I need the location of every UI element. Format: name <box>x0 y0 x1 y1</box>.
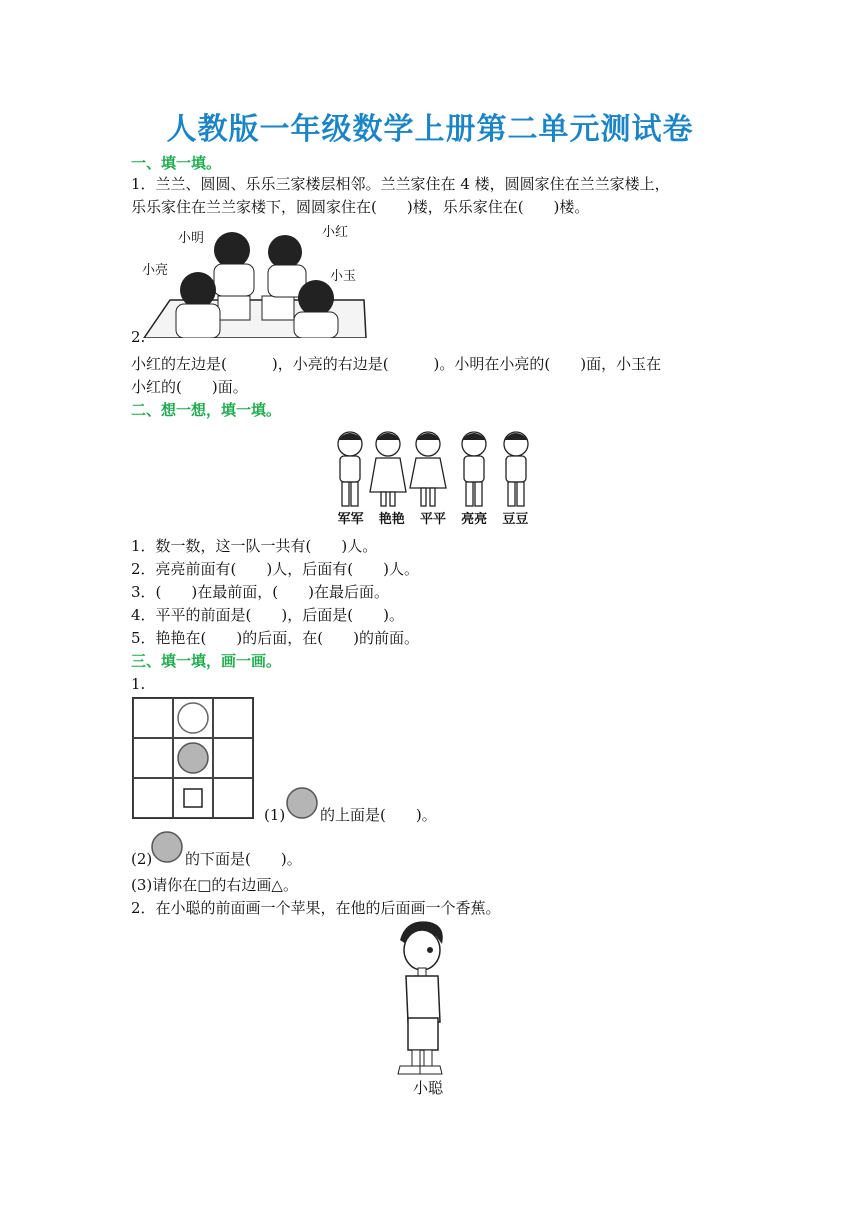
q2-number: 2. <box>131 328 146 346</box>
position-grid <box>132 697 254 819</box>
s2-item-2: 2．亮亮前面有( )人，后面有( )人。 <box>131 560 419 578</box>
s3-sub3: (3)请你在□的右边画△。 <box>131 876 298 894</box>
kid-name-doudou: 豆豆 <box>502 512 529 527</box>
label-xiaoliang: 小亮 <box>142 263 169 278</box>
label-xiaoyu: 小玉 <box>330 269 357 284</box>
grid-cell <box>173 738 213 778</box>
s3-sub2-suffix: 的下面是( )。 <box>185 850 302 868</box>
white-ball-icon <box>176 701 210 735</box>
square-icon <box>182 787 204 809</box>
s3-sub2-prefix: (2) <box>131 850 153 868</box>
kid-name-liangliang: 亮亮 <box>461 512 488 527</box>
label-xiaoming: 小明 <box>178 231 205 246</box>
grid-cell <box>213 738 253 778</box>
boy-xiaocong-picture <box>392 918 452 1076</box>
q2-line-1: 小红的左边是( )，小亮的右边是( )。小明在小亮的( )面，小玉在 <box>131 355 662 373</box>
classroom-picture <box>140 220 368 338</box>
grid-cell <box>133 738 173 778</box>
kid-name-junjun: 军军 <box>337 512 364 527</box>
gray-ball-icon <box>285 786 319 820</box>
s3-sub1-suffix: 的上面是( )。 <box>320 806 437 824</box>
boy-name-label: 小聪 <box>413 1079 444 1097</box>
grid-cell <box>213 698 253 738</box>
page-title: 人教版一年级数学上册第二单元测试卷 <box>166 112 694 147</box>
queue-picture <box>330 430 536 528</box>
s3-sub1-prefix: (1) <box>264 806 286 824</box>
section-2-heading: 二、想一想，填一填。 <box>131 401 282 419</box>
gray-ball-icon <box>176 741 210 775</box>
q1-line-2: 乐乐家住在兰兰家楼下，圆圆家住在( )楼，乐乐家住在( )楼。 <box>131 198 590 216</box>
q2-line-2: 小红的( )面。 <box>131 378 248 396</box>
kid-name-pingping: 平平 <box>419 512 446 527</box>
s2-item-1: 1．数一数，这一队一共有( )人。 <box>131 537 378 555</box>
section-1-heading: 一、填一填。 <box>131 154 222 172</box>
grid-cell <box>173 698 213 738</box>
s2-item-5: 5．艳艳在( )的后面，在( )的前面。 <box>131 629 419 647</box>
s3-sub1 <box>264 804 285 826</box>
s3-q1-number: 1. <box>131 675 146 693</box>
kid-name-yanyan: 艳艳 <box>378 512 405 527</box>
grid-cell <box>133 698 173 738</box>
q1-line-1: 1．兰兰、圆圆、乐乐三家楼层相邻。兰兰家住在 4 楼，圆圆家住在兰兰家楼上， <box>131 175 670 193</box>
label-xiaohong: 小红 <box>322 225 349 240</box>
s2-item-3: 3．( )在最前面，( )在最后面。 <box>131 583 389 601</box>
section-3-heading: 三、填一填，画一画。 <box>131 652 282 670</box>
grid-cell <box>133 778 173 818</box>
gray-ball-icon <box>150 830 184 864</box>
grid-cell <box>173 778 213 818</box>
s2-item-4: 4．平平的前面是( )，后面是( )。 <box>131 606 404 624</box>
grid-cell <box>213 778 253 818</box>
s3-q2: 2．在小聪的前面画一个苹果，在他的后面画一个香蕉。 <box>131 899 501 917</box>
